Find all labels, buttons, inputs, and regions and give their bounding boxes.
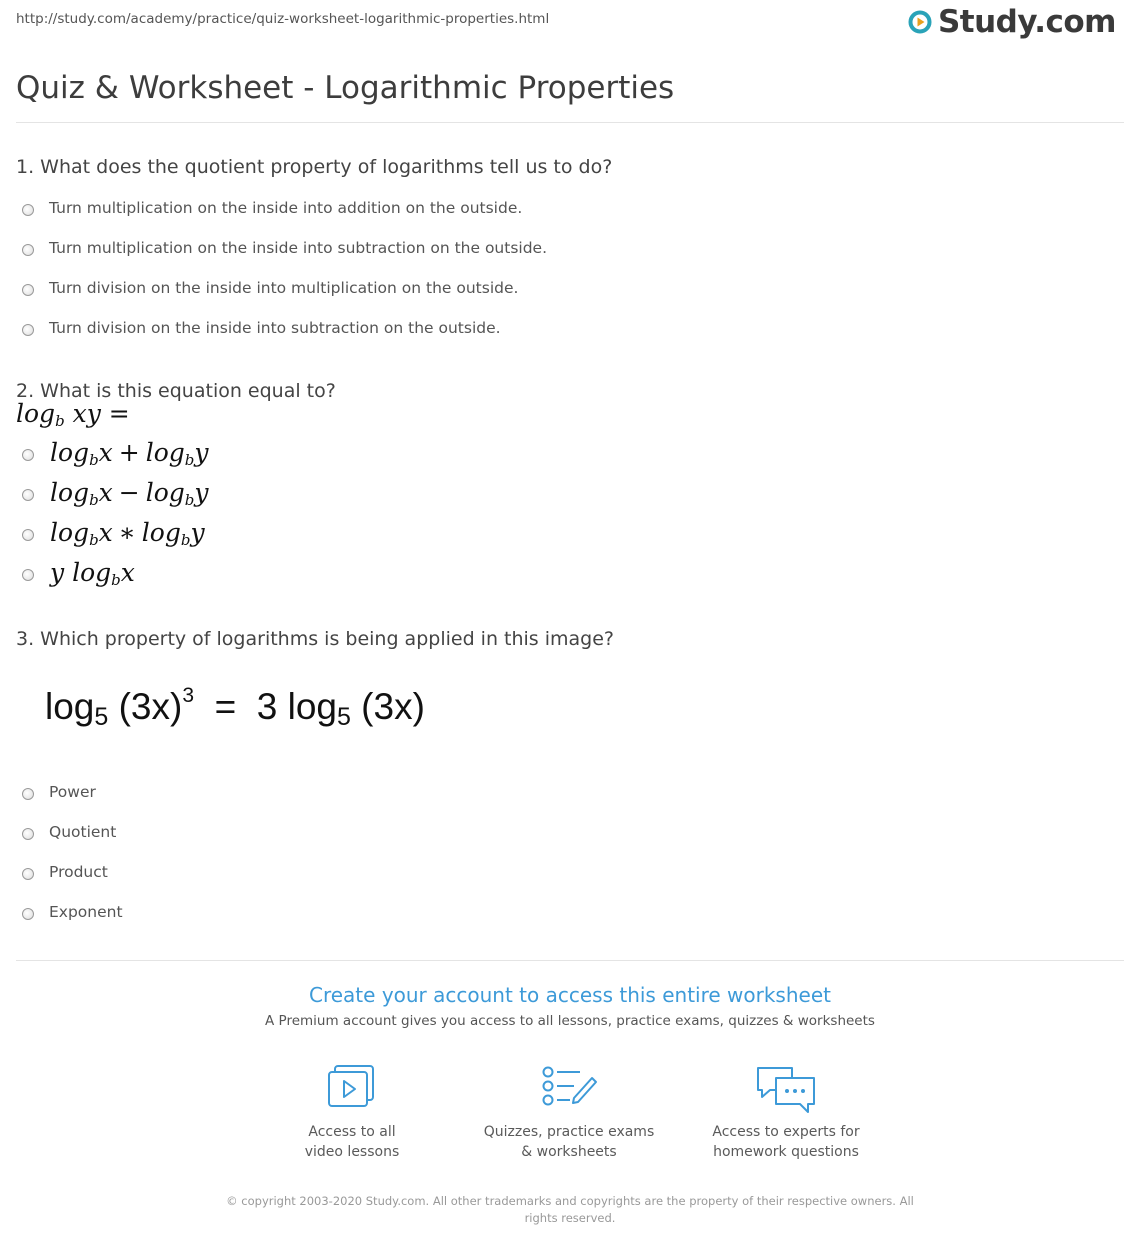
radio-button[interactable] bbox=[22, 788, 34, 800]
title-divider bbox=[16, 122, 1124, 123]
study-logo[interactable] bbox=[908, 4, 1116, 40]
question-2-prompt: 2. What is this equation equal to? bbox=[16, 380, 336, 402]
question-2-option-4[interactable]: y $\log_bx$ bbox=[22, 558, 135, 589]
video-lessons-icon bbox=[326, 1064, 378, 1110]
radio-button[interactable] bbox=[22, 324, 34, 336]
logo-text: Study.com bbox=[937, 4, 1116, 40]
chat-bubbles-icon bbox=[754, 1064, 818, 1116]
quiz-checklist-icon bbox=[540, 1064, 598, 1110]
radio-button[interactable] bbox=[22, 244, 34, 256]
feature-quizzes: Quizzes, practice exams & worksheets bbox=[469, 1064, 669, 1162]
radio-button[interactable] bbox=[22, 204, 34, 216]
play-circle-icon bbox=[908, 10, 932, 34]
page-title: Quiz & Worksheet - Logarithmic Properties bbox=[16, 70, 675, 106]
promo-subtitle: A Premium account gives you access to all lessons, practice exams, quizzes & worksheets bbox=[265, 1013, 875, 1029]
question-3-option-3[interactable]: Product bbox=[22, 863, 108, 881]
question-1-option-4[interactable]: Turn division on the inside into subtraction on the outside. bbox=[22, 319, 501, 337]
create-account-link[interactable]: Create your account to access this entire worksheet bbox=[309, 983, 831, 1007]
radio-button[interactable] bbox=[22, 449, 34, 461]
question-1-prompt: 1. What does the quotient property of logarithms tell us to do? bbox=[16, 156, 613, 178]
radio-button[interactable] bbox=[22, 569, 34, 581]
radio-button[interactable] bbox=[22, 868, 34, 880]
question-3-option-4[interactable]: Exponent bbox=[22, 903, 123, 921]
question-3-option-2[interactable]: Quotient bbox=[22, 823, 116, 841]
copyright-notice: © copyright 2003-2020 Study.com. All other trademarks and copyrights are the property of their respective owners. All rights reserved. bbox=[226, 1194, 914, 1225]
radio-button[interactable] bbox=[22, 828, 34, 840]
feature-video-lessons: Access to all video lessons bbox=[252, 1064, 452, 1162]
question-1-option-3[interactable]: Turn division on the inside into multiplication on the outside. bbox=[22, 279, 518, 297]
question-2-option-3[interactable]: $\log_bx$ ∗ $\log_by$ bbox=[22, 518, 205, 549]
page-url: http://study.com/academy/practice/quiz-worksheet-logarithmic-properties.html bbox=[16, 11, 550, 27]
radio-button[interactable] bbox=[22, 489, 34, 501]
question-2-option-1[interactable]: $\log_bx + \log_by$ bbox=[22, 438, 209, 469]
promo-divider bbox=[16, 960, 1124, 961]
question-2-equation: $\log_b$ xy = bbox=[16, 399, 130, 430]
radio-button[interactable] bbox=[22, 908, 34, 920]
question-3-option-1[interactable]: Power bbox=[22, 783, 96, 801]
radio-button[interactable] bbox=[22, 529, 34, 541]
question-2-option-2[interactable]: $\log_bx - \log_by$ bbox=[22, 478, 209, 509]
question-1-option-2[interactable]: Turn multiplication on the inside into subtraction on the outside. bbox=[22, 239, 547, 257]
question-3-equation-image: $\log_5 (3x)^3 = 3$ $\log_5 (3x)$ bbox=[45, 684, 425, 731]
radio-button[interactable] bbox=[22, 284, 34, 296]
question-3-prompt: 3. Which property of logarithms is being applied in this image? bbox=[16, 628, 614, 650]
question-1-option-1[interactable]: Turn multiplication on the inside into addition on the outside. bbox=[22, 199, 522, 217]
feature-experts: Access to experts for homework questions bbox=[686, 1064, 886, 1162]
